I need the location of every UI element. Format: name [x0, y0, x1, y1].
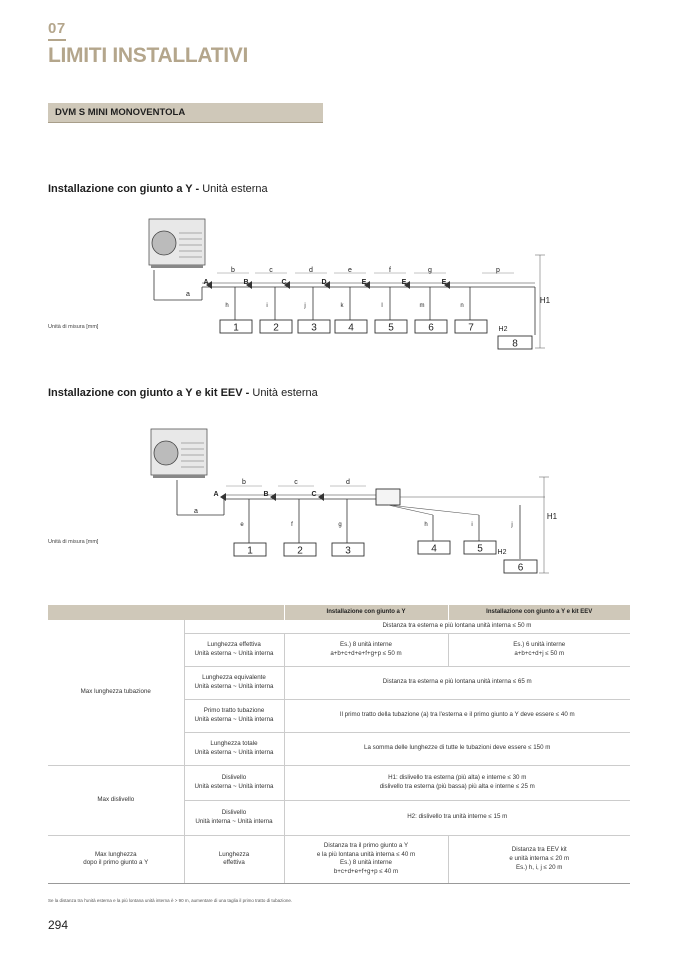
label-line-1: Lunghezza [218, 850, 250, 858]
row-max-after-first-y [284, 835, 448, 883]
label-line-1: Lunghezza totale [210, 740, 258, 747]
label-line-1: Max lunghezza [94, 850, 137, 858]
row-first-section-label [184, 699, 284, 732]
segment-label: d [309, 267, 313, 274]
label-line-1: Dislivello [221, 809, 247, 816]
outdoor-base-icon [151, 265, 203, 268]
row-max-after-first-sub-label [184, 835, 284, 883]
drop-label: i [471, 522, 473, 528]
branch-label: B [263, 491, 269, 498]
row-effective-length-eev [448, 633, 630, 666]
label-line-2: Unità esterna ~ Unità interna [194, 715, 274, 723]
row-group-max-length: Max lunghezza tubazione [48, 620, 184, 765]
chapter-rule [48, 39, 66, 41]
diagram2-unit-note: Unità di misura [mm] [48, 539, 99, 545]
outdoor-fan-icon [154, 441, 178, 465]
segment-label: c [294, 479, 298, 486]
page-number: 294 [48, 918, 69, 932]
segment-label: b [231, 267, 235, 274]
table-header-blank [48, 605, 284, 620]
label-line-1: Dislivello [221, 774, 247, 781]
branch-label: E [361, 279, 367, 286]
branch-label: E [401, 279, 407, 286]
drop-label: h [424, 522, 428, 528]
row-group-max-after-first-joint [48, 835, 184, 883]
indoor-unit-label: 3 [311, 322, 317, 334]
label-line-1: Lunghezza effettiva [207, 641, 261, 648]
chapter-number: 07 [48, 20, 66, 37]
value-line-2: e la più lontana unità interna ≤ 40 m [316, 850, 416, 858]
drop-label: l [381, 303, 383, 309]
dimension-label-h2: H2 [498, 326, 508, 333]
row-level-outdoor-value [284, 765, 630, 800]
table-header-eev: Installazione con giunto a Y e kit EEV [448, 605, 630, 620]
row-total-length-label [184, 732, 284, 765]
indoor-unit-label: 4 [431, 543, 437, 555]
label-line-2: Unità esterna ~ Unità interna [194, 682, 274, 690]
label-line-2: effettiva [223, 859, 245, 867]
value-line-2: a+b+c+d+j ≤ 50 m [514, 649, 565, 657]
value-line-1: H1: dislivello tra esterna (più alta) e interne ≤ 30 m [388, 774, 527, 781]
value-line-1: Es.) 8 unità interne [340, 641, 392, 648]
section-band-label: DVM S MINI MONOVENTOLA [55, 107, 186, 118]
eev-kit-box [376, 489, 400, 505]
branch-label: E [441, 279, 447, 286]
branch-label: A [203, 279, 209, 286]
top-note: Distanza tra esterna e più lontana unità interna ≤ 50 m [284, 620, 630, 633]
piping-diagram-y-joint-eev [140, 425, 560, 575]
diagram2-title-rest: Unità esterna [249, 387, 318, 399]
row-level-indoor-label [184, 800, 284, 835]
segment-label: f [389, 267, 391, 274]
y-joint-icon [270, 493, 276, 501]
dimension-label-h2: H2 [497, 549, 507, 556]
drop-label: m [419, 303, 425, 309]
indoor-unit-label: 5 [388, 322, 394, 334]
diagram1-unit-note: Unità di misura [mm] [48, 324, 99, 330]
row-first-section-value: Il primo tratto della tubazione (a) tra l'esterna e il primo giunto a Y deve essere ≤ 40 m [284, 699, 630, 732]
pipe-eev-branch [388, 505, 479, 515]
value-line-4: b+c+d+e+f+g+p ≤ 40 m [333, 867, 399, 875]
value-line-3: Es.) h, i, j ≤ 20 m [516, 863, 563, 871]
value-line-3: Es.) 8 unità interne [340, 859, 392, 867]
diagram1-title-bold: Installazione con giunto a Y - [48, 183, 200, 195]
branch-label: C [311, 491, 317, 498]
label-line-1: Primo tratto tubazione [203, 707, 265, 714]
segment-label: d [346, 479, 350, 486]
table-header-y: Installazione con giunto a Y [284, 605, 448, 620]
row-group-max-level: Max dislivello [48, 765, 184, 835]
drop-label: j [511, 522, 513, 528]
piping-diagram-y-joint [140, 215, 560, 355]
indoor-unit-label: 1 [247, 545, 253, 557]
segment-label: g [428, 267, 432, 274]
branch-label: D [321, 279, 327, 286]
dimension-label-h1: H1 [546, 512, 558, 521]
y-joint-icon [318, 493, 324, 501]
section-band [48, 103, 323, 123]
row-level-indoor-value: H2: dislivello tra unità interne ≤ 15 m [284, 800, 630, 835]
diagram1-title-rest: Unità esterna [199, 183, 268, 195]
outdoor-fan-icon [152, 231, 176, 255]
drop-label: h [225, 303, 229, 309]
branch-label: A [213, 491, 219, 498]
footnote: Se la distanza tra l'unità esterna e la più lontana unità interna è > 90 m, aumentare di una taglia il primo tratto di tubazione. [48, 898, 293, 903]
indoor-unit-label: 2 [297, 545, 303, 557]
value-line-1: Distanza tra EEV kit [511, 846, 567, 854]
segment-label-a: a [186, 291, 190, 298]
label-line-2: Unità esterna ~ Unità interna [194, 782, 274, 790]
branch-label: B [243, 279, 249, 286]
drop-label: k [340, 303, 344, 309]
row-equivalent-length-value: Distanza tra esterna e più lontana unità interna ≤ 65 m [284, 666, 630, 699]
row-equivalent-length-label [184, 666, 284, 699]
drop-label: j [304, 303, 306, 309]
y-joint-icon [220, 493, 226, 501]
row-effective-length-label [184, 633, 284, 666]
label-line-1: Lunghezza equivalente [202, 674, 266, 681]
indoor-unit-label: 8 [512, 338, 518, 350]
branch-label: C [281, 279, 287, 286]
indoor-unit-label: 6 [517, 562, 524, 574]
segment-label: e [348, 267, 352, 274]
value-line-2: dislivello tra esterna (più bassa) più alta e interne ≤ 25 m [379, 782, 535, 790]
value-line-2: a+b+c+d+e+f+g+p ≤ 50 m [330, 649, 402, 657]
segment-label: c [269, 267, 273, 274]
row-level-outdoor-label [184, 765, 284, 800]
segment-label-a: a [194, 508, 198, 515]
outdoor-base-icon [153, 475, 205, 478]
row-effective-length-y [284, 633, 448, 666]
diagram2-title [48, 387, 318, 399]
value-line-1: Es.) 6 unità interne [513, 641, 566, 648]
dimension-label-h1: H1 [539, 296, 551, 305]
label-line-2: Unità esterna ~ Unità interna [194, 649, 274, 657]
pipe-eev-branch [388, 505, 433, 515]
row-max-after-first-eev [448, 835, 630, 883]
diagram2-title-bold: Installazione con giunto a Y e kit EEV - [48, 387, 250, 399]
diagram1-title [48, 183, 268, 195]
installation-limits-table [48, 605, 630, 884]
top-note-spacer [184, 620, 284, 633]
segment-label: p [496, 267, 500, 274]
drop-label: n [460, 303, 464, 309]
drop-label: i [266, 303, 268, 309]
value-line-2: e unità interna ≤ 20 m [509, 854, 570, 862]
indoor-unit-label: 2 [273, 322, 279, 334]
page-title: LIMITI INSTALLATIVI [48, 44, 248, 67]
drop-label: f [291, 522, 293, 528]
label-line-2: Unità esterna ~ Unità interna [194, 748, 274, 756]
indoor-unit-label: 7 [468, 322, 474, 334]
row-total-length-value: La somma delle lunghezze di tutte le tubazioni deve essere ≤ 150 m [284, 732, 630, 765]
label-line-2: Unità interna ~ Unità interna [195, 817, 273, 825]
indoor-unit-label: 5 [477, 543, 483, 555]
indoor-unit-label: 4 [348, 322, 354, 334]
segment-label: b [242, 479, 246, 486]
drop-label: g [338, 522, 342, 528]
indoor-unit-label: 6 [428, 322, 434, 334]
drop-label: e [240, 522, 244, 528]
label-line-2: dopo il primo giunto a Y [83, 859, 149, 867]
indoor-unit-label: 3 [345, 545, 351, 557]
indoor-unit-label: 1 [233, 322, 239, 334]
value-line-1: Distanza tra il primo giunto a Y [323, 841, 409, 849]
